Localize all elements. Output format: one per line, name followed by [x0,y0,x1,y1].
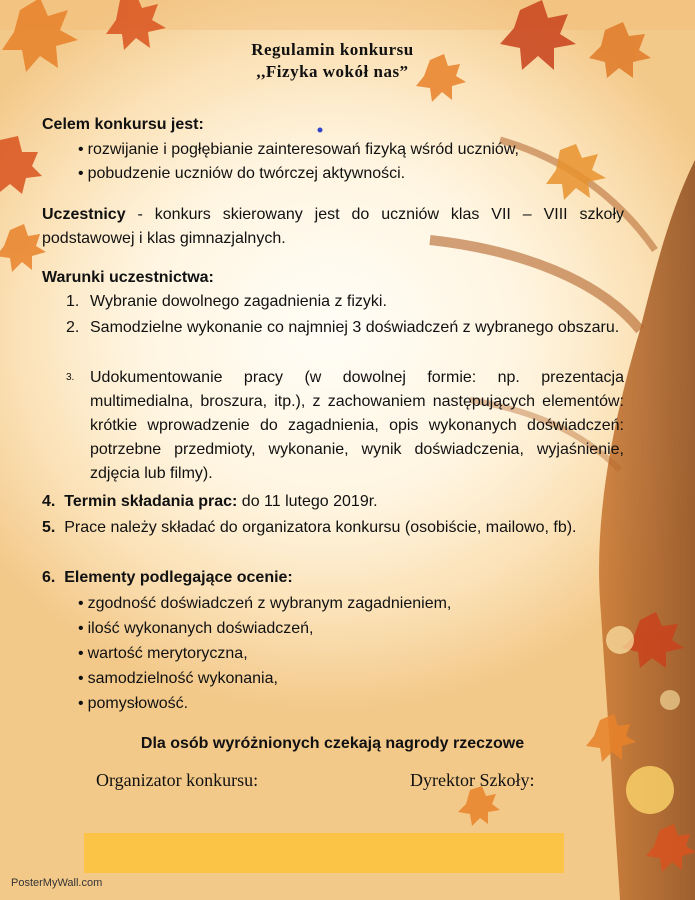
condition-item: Udokumentowanie pracy (w dowolnej formie: np. prezentacja multimedialna, broszura, itp.), z zachowaniem następujących elementów: krótkie wprowadzenie do zagadnienia, opis wykonanych doświadczeń: potrzebne przedmioty, wykonanie, wynik doświadczenia, wyjaśnienie, zdjęcia lub filmy). [90,369,624,482]
participants-label: Uczestnicy [42,206,126,223]
title-line-2: ,,Fizyka wokół nas” [256,62,409,81]
submission-text: Prace należy składać do organizatora konkursu (osobiście, mailowo, fb). [64,519,577,536]
deadline-number: 4. [42,493,56,510]
goals-heading: Celem konkursu jest: [42,116,204,133]
title-line-1: Regulamin konkursu [251,40,414,59]
submission-row [42,516,624,540]
evaluation-item: • zgodność doświadczeń z wybranym zagadnieniem, [78,592,451,616]
goal-item: • pobudzenie uczniów do twórczej aktywności. [78,162,405,186]
evaluation-item: • ilość wykonanych doświadczeń, [78,617,314,641]
deadline-value: do 11 lutego 2019r. [237,493,378,510]
conditions-heading: Warunki uczestnictwa: [42,269,214,286]
participants-paragraph [42,203,624,251]
evaluation-item: • pomysłowość. [78,692,188,716]
participants-text: - konkurs skierowany jest do uczniów klas VII – VIII szkoły podstawowej i klas gimnazjalnych. [42,206,624,247]
footer-bar [84,833,564,873]
deadline-label: Termin składania prac: [64,493,238,510]
condition-item: Samodzielne wykonanie co najmniej 3 doświadczeń z wybranego obszaru. [90,319,620,336]
evaluation-number: 6. [42,569,56,586]
condition-number: 1. [66,293,80,310]
evaluation-heading-row [42,566,293,590]
director-signature-label: Dyrektor Szkoły: [410,770,535,790]
condition-number: 2. [66,319,80,336]
evaluation-item: • wartość merytoryczna, [78,642,248,666]
goal-item: • rozwijanie i pogłębianie zainteresowań fizyką wśród uczniów, [78,138,519,162]
submission-number: 5. [42,519,56,536]
deadline-row [42,490,378,514]
condition-item: Wybranie dowolnego zagadnienia z fizyki. [90,293,387,310]
organizer-signature-label: Organizator konkursu: [96,770,259,790]
condition-number: 3. [66,372,75,383]
branding-label: PosterMyWall.com [11,877,103,889]
prizes-note: Dla osób wyróżnionych czekają nagrody rzeczowe [140,735,525,752]
evaluation-item: • samodzielność wykonania, [78,667,278,691]
evaluation-heading: Elementy podlegające ocenie: [64,569,293,586]
